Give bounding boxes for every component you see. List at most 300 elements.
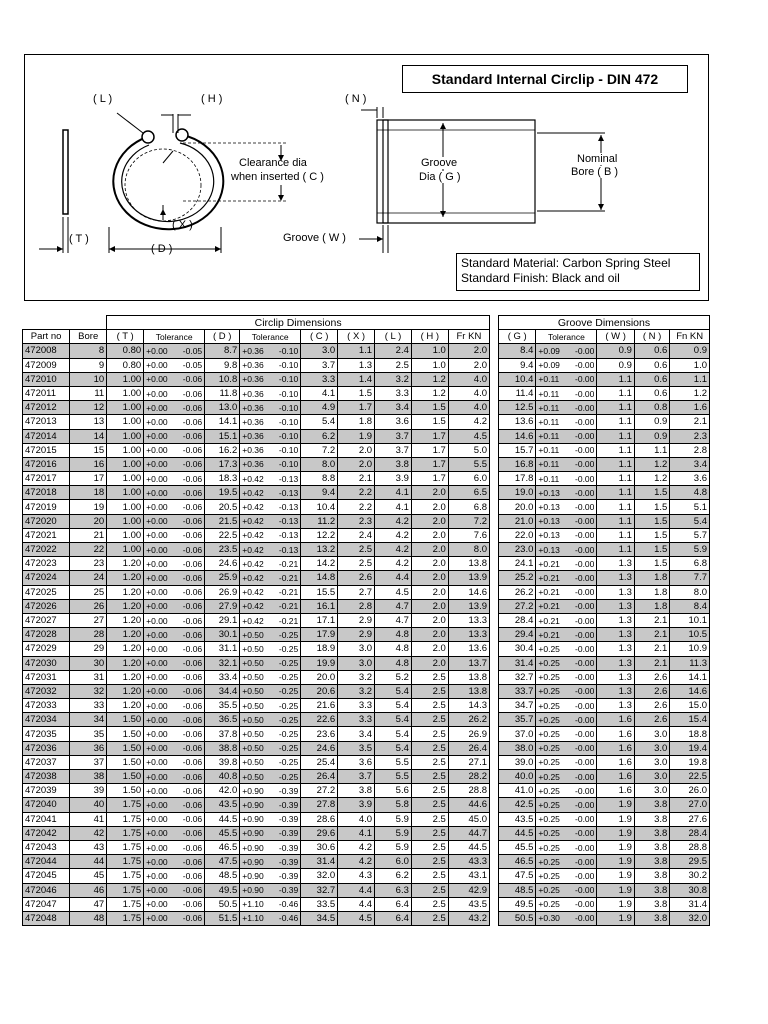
tolerance-minus: -0.00 <box>575 743 595 754</box>
tolerance-minus: -0.00 <box>575 870 595 881</box>
thickness-tolerance-cell <box>144 358 205 372</box>
tolerance-plus: +0.13 <box>538 502 560 513</box>
tolerance-plus: +0.00 <box>146 856 168 867</box>
tolerance-plus: +0.36 <box>242 416 264 427</box>
tolerance-plus: +0.00 <box>146 714 168 725</box>
diameter-cell: 46.5 <box>205 840 240 854</box>
fr-kn-cell: 43.1 <box>448 869 489 883</box>
diameter-cell: 18.3 <box>205 472 240 486</box>
l-cell: 4.7 <box>375 613 412 627</box>
x-cell: 4.4 <box>338 897 375 911</box>
groove-w-cell: 1.1 <box>597 528 634 542</box>
tolerance-plus: +0.25 <box>538 757 560 768</box>
groove-n-cell: 3.8 <box>634 855 669 869</box>
h-cell: 2.5 <box>411 840 448 854</box>
diameter-cell: 23.5 <box>205 543 240 557</box>
table-row <box>499 585 710 599</box>
part-no-cell: 472022 <box>23 543 70 557</box>
diameter-tolerance-cell <box>240 571 301 585</box>
clearance-cell: 34.5 <box>301 911 338 925</box>
tolerance-minus: -0.06 <box>182 587 203 598</box>
fr-kn-cell: 5.5 <box>448 457 489 471</box>
x-cell: 3.2 <box>338 670 375 684</box>
column-header: Tolerance <box>240 330 301 344</box>
groove-n-cell: 3.8 <box>634 869 669 883</box>
fr-kn-cell: 45.0 <box>448 812 489 826</box>
tolerance-minus: -0.21 <box>278 572 299 583</box>
x-cell: 1.3 <box>338 358 375 372</box>
bore-cell: 38 <box>70 770 107 784</box>
groove-w-cell: 0.9 <box>597 358 634 372</box>
table-row <box>499 599 710 613</box>
tolerance-minus: -0.06 <box>182 473 203 484</box>
h-cell: 2.0 <box>411 585 448 599</box>
bore-cell: 27 <box>70 613 107 627</box>
tolerance-minus: -0.10 <box>278 360 299 371</box>
bore-cell: 10 <box>70 372 107 386</box>
table-row <box>23 344 490 358</box>
h-cell: 2.0 <box>411 500 448 514</box>
x-cell: 1.7 <box>338 401 375 415</box>
thickness-cell: 1.20 <box>107 642 144 656</box>
circlip-dimensions-table <box>22 315 490 926</box>
diameter-cell: 43.5 <box>205 798 240 812</box>
tolerance-plus: +0.00 <box>146 374 168 385</box>
diameter-cell: 37.8 <box>205 727 240 741</box>
tolerance-plus: +0.25 <box>538 714 560 725</box>
groove-dia-cell: 49.5 <box>499 897 536 911</box>
tolerance-minus: -0.00 <box>575 445 595 456</box>
thickness-tolerance-cell <box>144 599 205 613</box>
tolerance-plus: +0.21 <box>538 587 560 598</box>
thickness-tolerance-cell <box>144 656 205 670</box>
h-cell: 2.5 <box>411 699 448 713</box>
part-no-cell: 472048 <box>23 911 70 925</box>
clearance-cell: 21.6 <box>301 699 338 713</box>
clearance-cell: 14.8 <box>301 571 338 585</box>
fn-kn-cell: 30.2 <box>670 869 710 883</box>
groove-tolerance-cell <box>536 401 597 415</box>
tolerance-plus: +0.09 <box>538 360 560 371</box>
clearance-cell: 9.4 <box>301 486 338 500</box>
tolerance-plus: +0.13 <box>538 530 560 541</box>
tolerance-minus: -0.06 <box>182 771 203 782</box>
x-cell: 2.4 <box>338 528 375 542</box>
groove-w-cell: 1.9 <box>597 826 634 840</box>
diameter-tolerance-cell <box>240 784 301 798</box>
clearance-cell: 10.4 <box>301 500 338 514</box>
column-header: Fn KN <box>670 330 710 344</box>
thickness-tolerance-cell <box>144 386 205 400</box>
fr-kn-cell: 7.2 <box>448 514 489 528</box>
part-no-cell: 472045 <box>23 869 70 883</box>
h-cell: 2.0 <box>411 571 448 585</box>
groove-dia-cell: 8.4 <box>499 344 536 358</box>
groove-n-cell: 1.5 <box>634 486 669 500</box>
tolerance-plus: +0.11 <box>538 402 560 413</box>
tolerance-minus: -0.46 <box>278 899 299 910</box>
thickness-cell: 1.75 <box>107 840 144 854</box>
groove-n-cell: 1.1 <box>634 443 669 457</box>
material-text: Standard Material: Carbon Spring Steel <box>461 256 671 270</box>
l-cell: 4.2 <box>375 514 412 528</box>
label-n: ( N ) <box>345 93 367 105</box>
diameter-cell: 33.4 <box>205 670 240 684</box>
groove-n-cell: 0.6 <box>634 386 669 400</box>
thickness-cell: 1.20 <box>107 613 144 627</box>
groove-tolerance-cell <box>536 599 597 613</box>
tolerance-minus: -0.06 <box>182 828 203 839</box>
part-no-cell: 472020 <box>23 514 70 528</box>
thickness-tolerance-cell <box>144 528 205 542</box>
fn-kn-cell: 1.6 <box>670 401 710 415</box>
groove-w-cell: 1.3 <box>597 670 634 684</box>
clearance-cell: 33.5 <box>301 897 338 911</box>
tolerance-minus: -0.25 <box>278 672 299 683</box>
groove-w-cell: 1.9 <box>597 897 634 911</box>
thickness-tolerance-cell <box>144 770 205 784</box>
fn-kn-cell: 30.8 <box>670 883 710 897</box>
bore-cell: 32 <box>70 684 107 698</box>
tolerance-plus: +0.00 <box>146 729 168 740</box>
h-cell: 2.5 <box>411 897 448 911</box>
tolerance-plus: +0.42 <box>242 502 264 513</box>
groove-tolerance-cell <box>536 741 597 755</box>
groove-n-cell: 2.6 <box>634 713 669 727</box>
column-header: ( C ) <box>301 330 338 344</box>
tolerance-plus: +0.00 <box>146 686 168 697</box>
tolerance-plus: +0.00 <box>146 459 168 470</box>
tolerance-minus: -0.00 <box>575 601 595 612</box>
table-row <box>23 670 490 684</box>
groove-tolerance-cell <box>536 642 597 656</box>
table-row <box>23 883 490 897</box>
tolerance-minus: -0.06 <box>182 388 203 399</box>
column-header: Tolerance <box>536 330 597 344</box>
clearance-cell: 18.9 <box>301 642 338 656</box>
groove-w-cell: 1.3 <box>597 642 634 656</box>
x-cell: 2.0 <box>338 443 375 457</box>
groove-dia-cell: 22.0 <box>499 528 536 542</box>
x-cell: 2.6 <box>338 571 375 585</box>
clearance-cell: 16.1 <box>301 599 338 613</box>
table-row <box>23 543 490 557</box>
x-cell: 3.0 <box>338 656 375 670</box>
fr-kn-cell: 7.6 <box>448 528 489 542</box>
thickness-cell: 1.50 <box>107 727 144 741</box>
part-no-cell: 472034 <box>23 713 70 727</box>
table-row <box>499 613 710 627</box>
diameter-cell: 38.8 <box>205 741 240 755</box>
diameter-tolerance-cell <box>240 514 301 528</box>
part-no-cell: 472014 <box>23 429 70 443</box>
table-row <box>499 755 710 769</box>
groove-tolerance-cell <box>536 826 597 840</box>
clearance-cell: 13.2 <box>301 543 338 557</box>
diameter-tolerance-cell <box>240 812 301 826</box>
groove-w-cell: 1.1 <box>597 443 634 457</box>
l-cell: 4.7 <box>375 599 412 613</box>
tolerance-plus: +0.36 <box>242 345 264 356</box>
clearance-cell: 8.0 <box>301 457 338 471</box>
thickness-cell: 1.00 <box>107 401 144 415</box>
tolerance-minus: -0.00 <box>575 672 595 683</box>
tolerance-minus: -0.00 <box>575 899 595 910</box>
groove-n-cell: 1.2 <box>634 472 669 486</box>
table-row <box>499 486 710 500</box>
bore-cell: 47 <box>70 897 107 911</box>
groove-w-cell: 1.1 <box>597 386 634 400</box>
groove-tolerance-cell <box>536 443 597 457</box>
groove-w-cell: 1.1 <box>597 429 634 443</box>
clearance-cell: 26.4 <box>301 770 338 784</box>
group-groove-header: Groove Dimensions <box>499 316 710 330</box>
label-clearance-2: when inserted ( C ) <box>231 171 324 183</box>
tolerance-plus: +0.00 <box>146 700 168 711</box>
x-cell: 2.7 <box>338 585 375 599</box>
tolerance-minus: -0.06 <box>182 416 203 427</box>
tolerance-minus: -0.06 <box>182 686 203 697</box>
bore-cell: 19 <box>70 500 107 514</box>
diameter-cell: 49.5 <box>205 883 240 897</box>
table-row <box>499 472 710 486</box>
h-cell: 2.5 <box>411 784 448 798</box>
tolerance-plus: +0.36 <box>242 402 264 413</box>
h-cell: 2.0 <box>411 543 448 557</box>
diameter-cell: 35.5 <box>205 699 240 713</box>
bore-cell: 21 <box>70 528 107 542</box>
table-row <box>499 770 710 784</box>
tolerance-minus: -0.21 <box>278 558 299 569</box>
tolerance-minus: -0.00 <box>575 544 595 555</box>
part-no-cell: 472046 <box>23 883 70 897</box>
tolerance-plus: +0.00 <box>146 658 168 669</box>
tolerance-plus: +0.50 <box>242 686 264 697</box>
clearance-cell: 6.2 <box>301 429 338 443</box>
tolerance-plus: +0.00 <box>146 473 168 484</box>
h-cell: 1.7 <box>411 429 448 443</box>
fr-kn-cell: 13.6 <box>448 642 489 656</box>
l-cell: 5.4 <box>375 727 412 741</box>
fr-kn-cell: 2.0 <box>448 344 489 358</box>
tolerance-minus: -0.25 <box>278 686 299 697</box>
l-cell: 4.8 <box>375 628 412 642</box>
groove-dia-cell: 10.4 <box>499 372 536 386</box>
fr-kn-cell: 44.7 <box>448 826 489 840</box>
groove-w-cell: 1.9 <box>597 798 634 812</box>
fn-kn-cell: 2.1 <box>670 415 710 429</box>
x-cell: 3.7 <box>338 770 375 784</box>
l-cell: 3.3 <box>375 386 412 400</box>
groove-tolerance-cell <box>536 684 597 698</box>
groove-tolerance-cell <box>536 613 597 627</box>
h-cell: 2.5 <box>411 883 448 897</box>
thickness-cell: 1.75 <box>107 911 144 925</box>
groove-n-cell: 2.1 <box>634 642 669 656</box>
h-cell: 2.5 <box>411 684 448 698</box>
clearance-cell: 17.9 <box>301 628 338 642</box>
tolerance-minus: -0.00 <box>575 828 595 839</box>
thickness-cell: 1.00 <box>107 443 144 457</box>
bore-cell: 16 <box>70 457 107 471</box>
diameter-cell: 20.5 <box>205 500 240 514</box>
clearance-cell: 29.6 <box>301 826 338 840</box>
tolerance-minus: -0.00 <box>575 402 595 413</box>
tolerance-minus: -0.39 <box>278 856 299 867</box>
thickness-tolerance-cell <box>144 855 205 869</box>
x-cell: 3.0 <box>338 642 375 656</box>
groove-n-cell: 3.8 <box>634 883 669 897</box>
diameter-cell: 44.5 <box>205 812 240 826</box>
groove-dia-cell: 41.0 <box>499 784 536 798</box>
groove-dia-cell: 11.4 <box>499 386 536 400</box>
label-nominal-1: Nominal <box>577 153 618 165</box>
part-no-cell: 472018 <box>23 486 70 500</box>
tolerance-minus: -0.25 <box>278 771 299 782</box>
tolerance-plus: +0.90 <box>242 885 264 896</box>
tolerance-plus: +0.90 <box>242 799 264 810</box>
groove-dia-cell: 26.2 <box>499 585 536 599</box>
bore-cell: 43 <box>70 840 107 854</box>
fr-kn-cell: 26.2 <box>448 713 489 727</box>
groove-n-cell: 3.8 <box>634 798 669 812</box>
thickness-cell: 1.00 <box>107 528 144 542</box>
thickness-tolerance-cell <box>144 443 205 457</box>
tolerance-minus: -0.06 <box>182 913 203 924</box>
groove-dia-cell: 24.1 <box>499 557 536 571</box>
tolerance-plus: +0.21 <box>538 629 560 640</box>
x-cell: 2.9 <box>338 613 375 627</box>
groove-dia-cell: 33.7 <box>499 684 536 698</box>
part-no-cell: 472017 <box>23 472 70 486</box>
groove-n-cell: 0.9 <box>634 429 669 443</box>
groove-w-cell: 1.3 <box>597 571 634 585</box>
thickness-cell: 1.75 <box>107 883 144 897</box>
tolerance-plus: +0.42 <box>242 587 264 598</box>
fn-kn-cell: 2.3 <box>670 429 710 443</box>
tolerance-plus: +0.50 <box>242 714 264 725</box>
diameter-tolerance-cell <box>240 840 301 854</box>
part-no-cell: 472016 <box>23 457 70 471</box>
clearance-cell: 22.6 <box>301 713 338 727</box>
l-cell: 5.5 <box>375 770 412 784</box>
diameter-tolerance-cell <box>240 699 301 713</box>
thickness-tolerance-cell <box>144 401 205 415</box>
label-groove-dia-1: Groove <box>421 157 458 169</box>
groove-n-cell: 3.0 <box>634 755 669 769</box>
clearance-cell: 4.1 <box>301 386 338 400</box>
part-no-cell: 472042 <box>23 826 70 840</box>
thickness-tolerance-cell <box>144 798 205 812</box>
groove-w-cell: 1.6 <box>597 770 634 784</box>
clearance-cell: 28.6 <box>301 812 338 826</box>
tolerance-plus: +0.25 <box>538 771 560 782</box>
tolerance-plus: +0.11 <box>538 416 560 427</box>
part-no-cell: 472021 <box>23 528 70 542</box>
tolerance-minus: -0.06 <box>182 572 203 583</box>
fr-kn-cell: 13.9 <box>448 599 489 613</box>
groove-n-cell: 3.8 <box>634 897 669 911</box>
groove-n-cell: 3.8 <box>634 911 669 925</box>
part-no-cell: 472039 <box>23 784 70 798</box>
tolerance-minus: -0.06 <box>182 672 203 683</box>
part-no-cell: 472025 <box>23 585 70 599</box>
clearance-cell: 14.2 <box>301 557 338 571</box>
tolerance-plus: +0.25 <box>538 885 560 896</box>
tolerance-minus: -0.00 <box>575 700 595 711</box>
groove-tolerance-cell <box>536 699 597 713</box>
h-cell: 2.5 <box>411 869 448 883</box>
table-row <box>499 840 710 854</box>
part-no-cell: 472033 <box>23 699 70 713</box>
diameter-cell: 36.5 <box>205 713 240 727</box>
tolerance-minus: -0.00 <box>575 572 595 583</box>
thickness-tolerance-cell <box>144 543 205 557</box>
groove-dia-cell: 47.5 <box>499 869 536 883</box>
part-no-cell: 472015 <box>23 443 70 457</box>
thickness-cell: 1.00 <box>107 429 144 443</box>
groove-tolerance-cell <box>536 713 597 727</box>
label-t: ( T ) <box>69 233 89 245</box>
diameter-cell: 29.1 <box>205 613 240 627</box>
groove-tolerance-cell <box>536 670 597 684</box>
x-cell: 2.2 <box>338 486 375 500</box>
diameter-cell: 51.5 <box>205 911 240 925</box>
table-row <box>499 557 710 571</box>
groove-dia-cell: 23.0 <box>499 543 536 557</box>
tolerance-minus: -0.00 <box>575 502 595 513</box>
circlip-header-row <box>23 330 490 344</box>
fr-kn-cell: 43.3 <box>448 855 489 869</box>
clearance-cell: 3.7 <box>301 358 338 372</box>
groove-tolerance-cell <box>536 358 597 372</box>
tolerance-plus: +0.00 <box>146 743 168 754</box>
thickness-tolerance-cell <box>144 613 205 627</box>
groove-tolerance-cell <box>536 543 597 557</box>
thickness-tolerance-cell <box>144 826 205 840</box>
fn-kn-cell: 0.9 <box>670 344 710 358</box>
groove-dia-cell: 44.5 <box>499 826 536 840</box>
tolerance-plus: +0.50 <box>242 643 264 654</box>
tolerance-plus: +0.00 <box>146 530 168 541</box>
groove-n-cell: 1.5 <box>634 514 669 528</box>
h-cell: 2.0 <box>411 514 448 528</box>
tolerance-minus: -0.46 <box>278 913 299 924</box>
table-row <box>499 684 710 698</box>
column-header: ( X ) <box>338 330 375 344</box>
table-row <box>499 571 710 585</box>
bore-cell: 37 <box>70 755 107 769</box>
l-cell: 5.4 <box>375 699 412 713</box>
tolerance-minus: -0.00 <box>575 516 595 527</box>
thickness-cell: 1.00 <box>107 457 144 471</box>
fr-kn-cell: 26.9 <box>448 727 489 741</box>
thickness-cell: 1.20 <box>107 571 144 585</box>
fn-kn-cell: 5.1 <box>670 500 710 514</box>
fr-kn-cell: 13.3 <box>448 613 489 627</box>
groove-n-cell: 3.8 <box>634 812 669 826</box>
table-row <box>499 883 710 897</box>
diameter-cell: 26.9 <box>205 585 240 599</box>
groove-tolerance-cell <box>536 472 597 486</box>
clearance-cell: 8.8 <box>301 472 338 486</box>
groove-dia-cell: 48.5 <box>499 883 536 897</box>
bore-cell: 48 <box>70 911 107 925</box>
groove-w-cell: 1.9 <box>597 911 634 925</box>
thickness-cell: 1.20 <box>107 628 144 642</box>
fn-kn-cell: 10.9 <box>670 642 710 656</box>
thickness-tolerance-cell <box>144 344 205 358</box>
